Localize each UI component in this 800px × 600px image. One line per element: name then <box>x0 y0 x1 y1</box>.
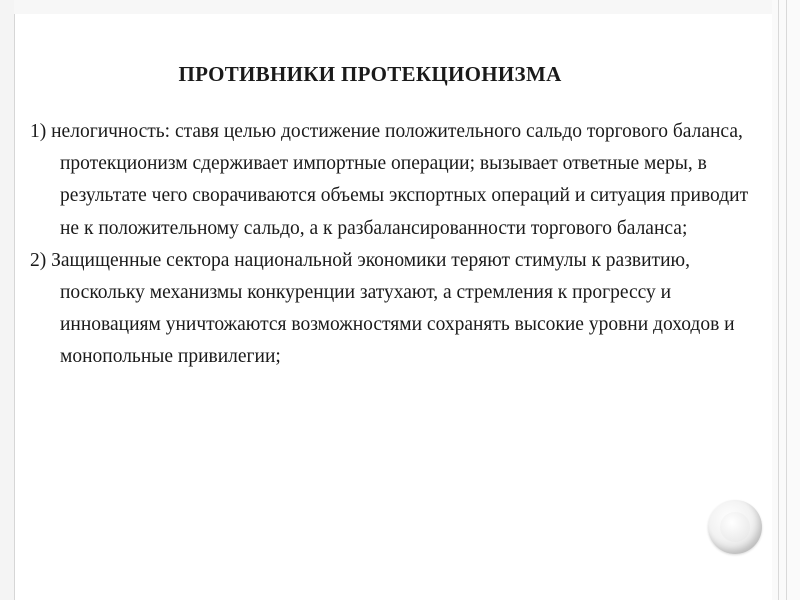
decorative-circle-icon <box>708 500 762 554</box>
list-item-1: 1) нелогичность: ставя целью достижение положительного сальдо торгового баланса, протекционизм сдерживает импортные операции; вызывает ответные меры, в результате чего сворачиваются объемы экспортных операций и ситуация приводит не к положительному сальдо, а к разбалансированности торгового баланса; <box>30 121 749 239</box>
slide-left-border <box>0 0 15 600</box>
slide-top-border <box>14 0 772 14</box>
slide-title: ПРОТИВНИКИ ПРОТЕКЦИОНИЗМА <box>178 62 562 86</box>
slide-body <box>30 116 766 374</box>
list-item-2: 2) Защищенные сектора национальной экономики теряют стимулы к развитию, поскольку механизмы конкуренции затухают, а стремления к прогрессу и инновациям уничтожаются возможностями сохранять высокие уровни доходов и монопольные привилегии; <box>30 249 735 368</box>
slide-right-border <box>772 0 800 600</box>
